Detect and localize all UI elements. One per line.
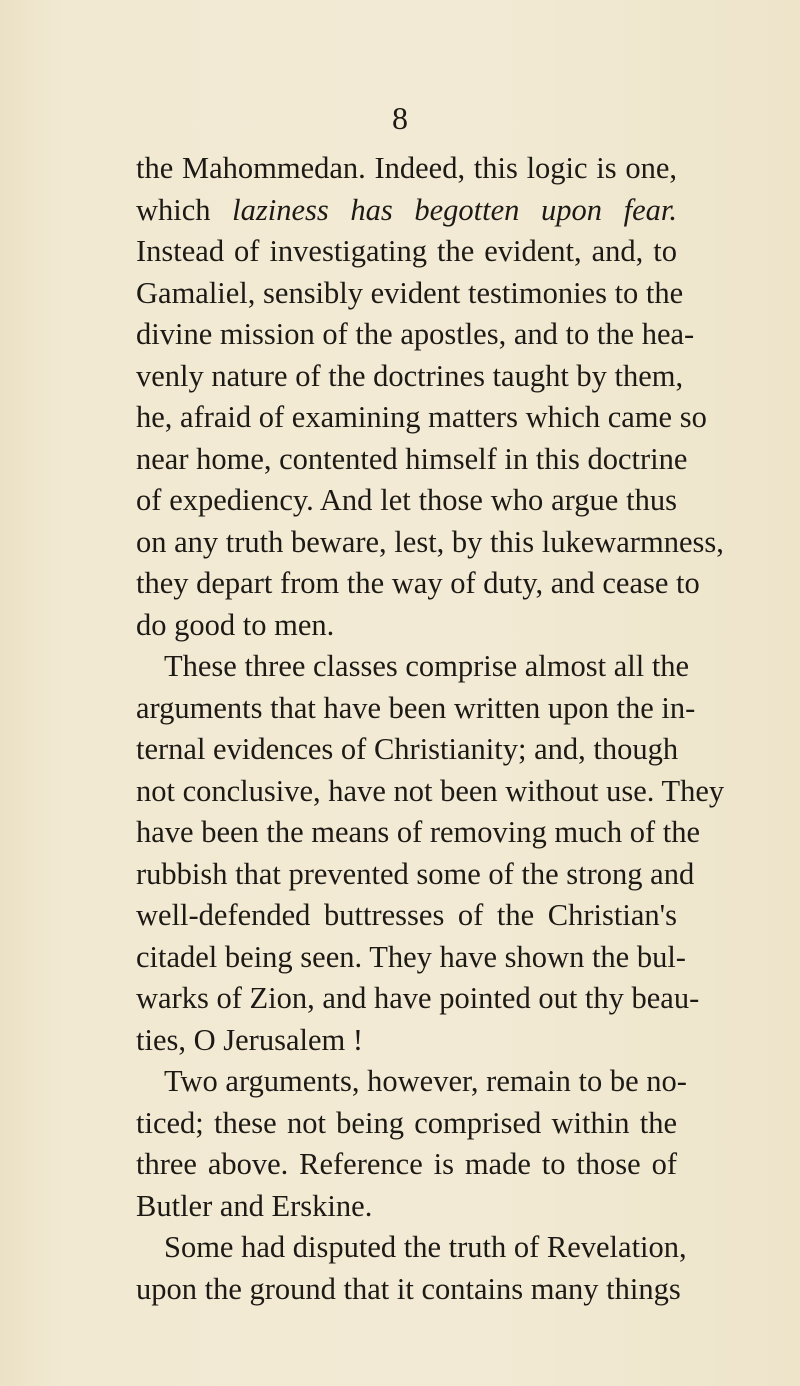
text-line: ternal evidences of Christianity; and, though xyxy=(136,732,679,766)
text-line: divine mission of the apostles, and to the hea- xyxy=(136,317,695,351)
page-number: 8 xyxy=(392,100,408,136)
text-line: arguments that have been written upon the in- xyxy=(136,690,696,725)
text-line: on any truth beware, lest, by this lukewarmness, xyxy=(136,524,724,559)
text-line: they depart from the way of duty, and cease to xyxy=(136,566,700,600)
body-text xyxy=(136,148,725,1310)
text-line: Instead of investigating the evident, and, to xyxy=(136,234,677,268)
text-line: Some had disputed the truth of Revelation, xyxy=(164,1230,687,1264)
text-line: Butler and Erskine. xyxy=(136,1188,373,1223)
text-line: of expediency. And let those who argue thus xyxy=(136,483,677,517)
text-line: have been the means of removing much of the xyxy=(136,815,701,849)
text-line: three above. Reference is made to those of xyxy=(136,1147,677,1181)
text-line: rubbish that prevented some of the strong and xyxy=(136,856,695,891)
text-line: well-defended buttresses of the Christian's xyxy=(136,898,677,932)
text-line: upon the ground that it contains many things xyxy=(136,1271,681,1306)
italic-phrase: laziness has begotten upon fear. xyxy=(232,192,677,227)
text-line-mixed xyxy=(136,190,677,232)
text-line: he, afraid of examining matters which came so xyxy=(136,400,707,434)
text-line: These three classes comprise almost all the xyxy=(164,649,690,683)
text-line: not conclusive, have not been without use. They xyxy=(136,773,725,808)
text-line: near home, contented himself in this doctrine xyxy=(136,441,688,476)
text-line: venly nature of the doctrines taught by them, xyxy=(136,358,684,393)
text-fragment: which xyxy=(136,192,211,227)
text-line: Two arguments, however, remain to be no- xyxy=(164,1064,687,1098)
text-line: Gamaliel, sensibly evident testimonies to the xyxy=(136,275,684,310)
text-line: do good to men. xyxy=(136,607,335,642)
text-line: ties, O Jerusalem ! xyxy=(136,1022,363,1057)
text-line: citadel being seen. They have shown the bul- xyxy=(136,939,686,974)
text-line: warks of Zion, and have pointed out thy beau- xyxy=(136,981,700,1015)
text-line: ticed; these not being comprised within the xyxy=(136,1105,677,1140)
text-line: the Mahommedan. Indeed, this logic is one, xyxy=(136,151,677,185)
